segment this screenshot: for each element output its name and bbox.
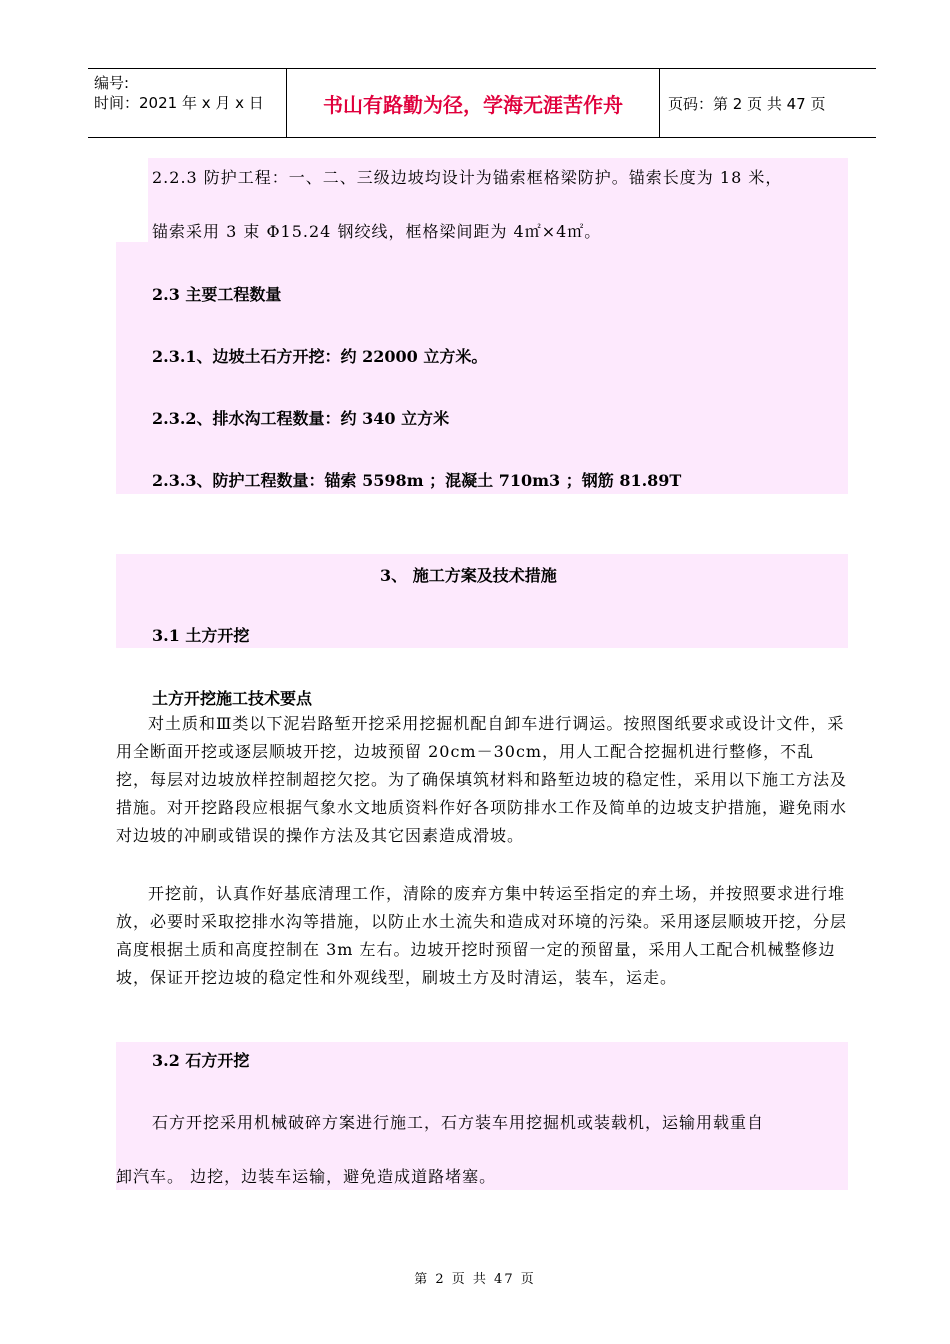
paragraph-1: 对土质和Ⅲ类以下泥岩路堑开挖采用挖掘机配自卸车进行调运。按照图纸要求或设计文件，采用全断面开挖或逐层顺坡开挖，边坡预留 20cm－30cm，用人工配合挖掘机进行整修，不乱挖，每层对边坡放样控制超挖欠挖。为了确保填筑材料和路堑边坡的稳定性，采用以下施工方法及措施。对开挖路段应根据气象水文地质资料作好各项防排水工作及简单的边坡支护措施，避免雨水对边坡的冲刷或错误的操作方法及其它因素造成滑坡。 [116, 714, 848, 845]
paragraph-3-2-line1: 石方开挖采用机械破碎方案进行施工，石方装车用挖掘机或装载机，运输用载重自 [152, 1113, 765, 1132]
paragraph-2: 开挖前，认真作好基底清理工作，清除的废弃方集中转运至指定的弃土场，并按照要求进行堆放，必要时采取挖排水沟等措施，以防止水土流失和造成对环境的污染。采用逐层顺坡开挖，分层高度根据土质和高度控制在 3m 左右。边坡开挖时预留一定的预留量，采用人工配合机械整修边坡，保证开挖边坡的稳定性和外观线型，刷坡土方及时清运，装车，运走。 [116, 884, 848, 987]
heading-3-2: 3.2 石方开挖 [152, 1051, 250, 1070]
page-footer: 第 2 页 共 47 页 [414, 1272, 536, 1287]
time-label: 时间：2021 年 x 月 x 日 [94, 94, 264, 112]
paragraph-2-2-3-line1: 2.2.3 防护工程：一、二、三级边坡均设计为锚索框格梁防护。锚索长度为 18 米， [152, 168, 783, 187]
item-2-3-2: 2.3.2、排水沟工程数量：约 340 立方米 [152, 409, 450, 428]
item-2-3-1: 2.3.1、边坡土石方开挖：约 22000 立方米。 [152, 347, 488, 366]
heading-2-3: 2.3 主要工程数量 [152, 285, 282, 304]
paragraph-2-2-3-line2: 锚索采用 3 束 Φ15.24 钢绞线，框格梁间距为 4㎡×4㎡。 [152, 222, 602, 241]
header-meta [94, 73, 284, 113]
heading-tech-points: 土方开挖施工技术要点 [152, 689, 313, 708]
number-label: 编号: [94, 74, 130, 92]
highlight-block-1b [116, 242, 848, 494]
item-2-3-3: 2.3.3、防护工程数量：锚索 5598m ；混凝土 710m3 ；钢筋 81.89T [152, 471, 682, 490]
page-header [88, 68, 876, 138]
heading-3-1: 3.1 土方开挖 [152, 626, 250, 645]
paragraph-3-2-line2: 卸汽车。 边挖，边装车运输，避免造成道路堵塞。 [116, 1167, 497, 1186]
header-motto: 书山有路勤为径，学海无涯苦作舟 [286, 69, 660, 137]
heading-3: 3、 施工方案及技术措施 [380, 566, 557, 585]
header-page-label: 页码：第 2 页 共 47 页 [668, 94, 826, 113]
